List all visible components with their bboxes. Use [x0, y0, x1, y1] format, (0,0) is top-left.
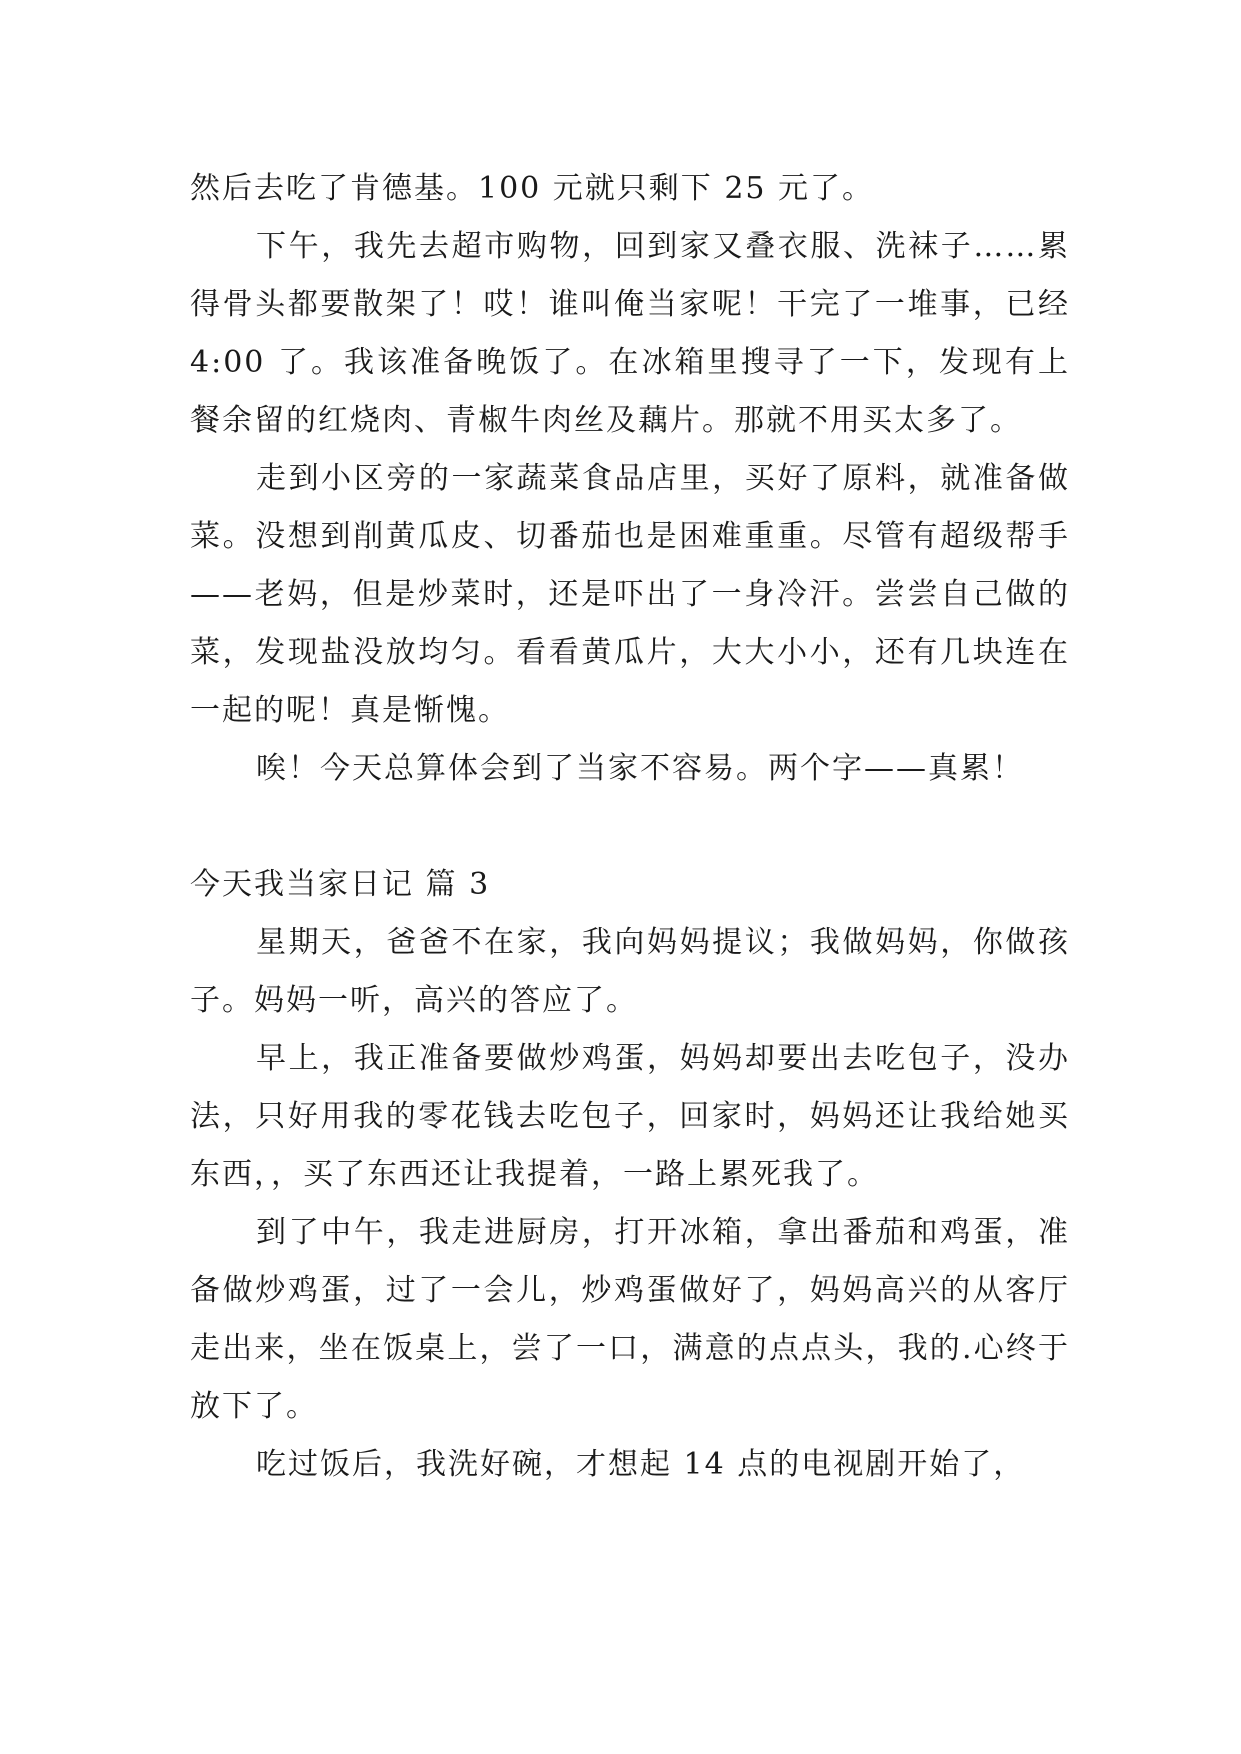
paragraph: 走到小区旁的一家蔬菜食品店里，买好了原料，就准备做菜。没想到削黄瓜皮、切番茄也是困难重重。尽管有超级帮手——老妈，但是炒菜时，还是吓出了一身冷汗。尝尝自己做的菜，发现盐没放均匀。看看黄瓜片，大大小小，还有几块连在一起的呢！真是惭愧。 — [190, 461, 1070, 728]
paragraph: 下午，我先去超市购物，回到家又叠衣服、洗袜子……累得骨头都要散架了！哎！谁叫俺当家呢！干完了一堆事，已经 4:00 了。我该准备晚饭了。在冰箱里搜寻了一下，发现有上餐余留的红烧肉、青椒牛肉丝及藕片。那就不用买太多了。 — [190, 229, 1070, 438]
paragraph: 唉！今天总算体会到了当家不容易。两个字——真累！ — [256, 751, 1024, 786]
section-title: 今天我当家日记 篇 3 — [190, 867, 491, 902]
paragraph: 星期天，爸爸不在家，我向妈妈提议；我做妈妈，你做孩子。妈妈一听，高兴的答应了。 — [190, 925, 1070, 1018]
paragraph: 到了中午，我走进厨房，打开冰箱，拿出番茄和鸡蛋，准备做炒鸡蛋，过了一会儿，炒鸡蛋做好了，妈妈高兴的从客厅走出来，坐在饭桌上，尝了一口，满意的点点头，我的.心终于放下了。 — [190, 1215, 1070, 1424]
paragraph: 早上，我正准备要做炒鸡蛋，妈妈却要出去吃包子，没办法，只好用我的零花钱去吃包子，回家时，妈妈还让我给她买东西，，买了东西还让我提着，一路上累死我了。 — [190, 1041, 1070, 1192]
paragraph: 然后去吃了肯德基。100 元就只剩下 25 元了。 — [190, 171, 875, 206]
paragraph: 吃过饭后，我洗好碗，才想起 14 点的电视剧开始了， — [256, 1447, 1026, 1482]
document-body — [190, 160, 1070, 1494]
